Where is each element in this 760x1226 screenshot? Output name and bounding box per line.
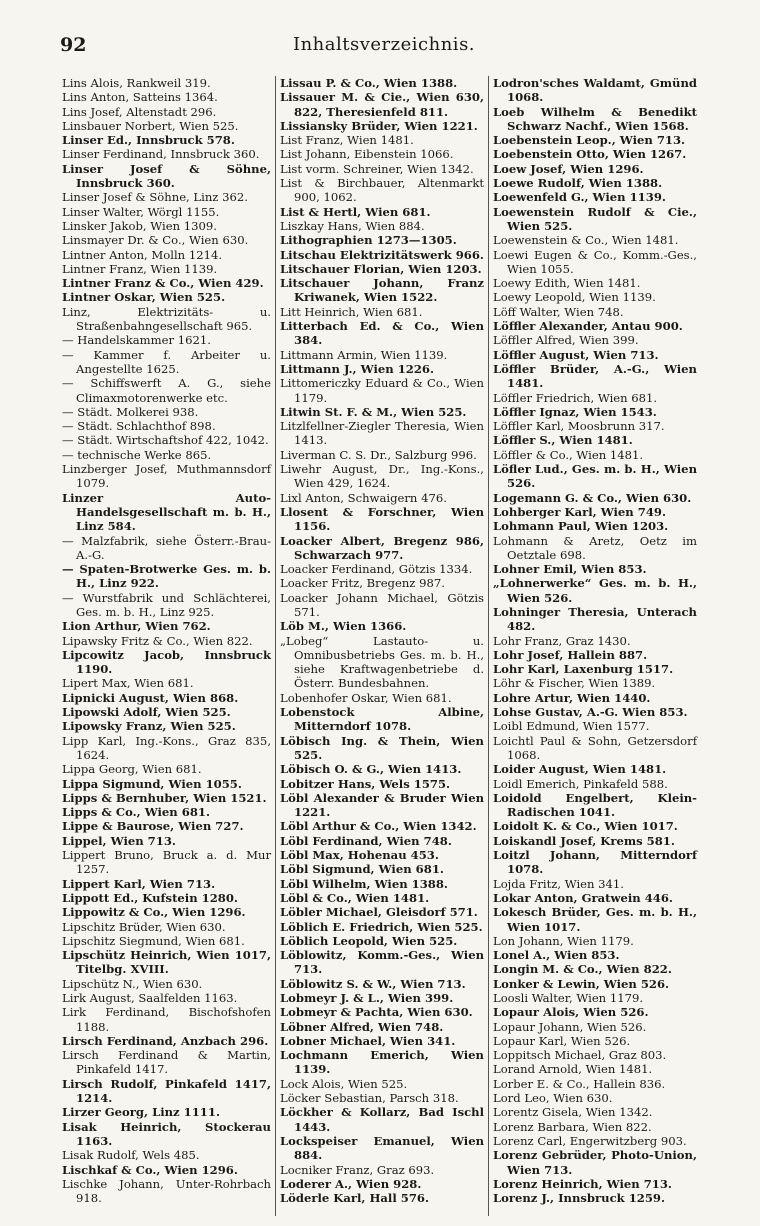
index-entry: Loewy Leopold, Wien 1139.	[493, 290, 656, 305]
index-entry: — Wurstfabrik und Schlächterei, Ges. m. b. H., Linz 925.	[62, 590, 271, 619]
index-entry: Löffler Karl, Moosbrunn 317.	[493, 419, 665, 434]
index-entry: Lobmeyr & Pachta, Wien 630.	[280, 1005, 473, 1020]
index-entry: Lohmann & Aretz, Oetz im Oetztale 698.	[493, 533, 697, 562]
index-entry: Lopaur Karl, Wien 526.	[493, 1033, 631, 1048]
index-entry: Loacker Ferdinand, Götzis 1334.	[280, 562, 473, 577]
index-entry: Lippe & Baurose, Wien 727.	[62, 819, 244, 834]
index-entry: List Johann, Eibenstein 1066.	[280, 147, 454, 162]
index-entry: — Städt. Molkerei 938.	[62, 404, 199, 419]
index-entry: Lintner Oskar, Wien 525.	[62, 290, 226, 305]
index-entry: Litzlfellner-Ziegler Theresia, Wien 1413.	[280, 419, 484, 448]
index-entry: Lohninger Theresia, Unterach 482.	[493, 604, 697, 634]
index-entry: Lohberger Karl, Wien 749.	[493, 504, 667, 519]
index-entry: Lord Leo, Wien 630.	[493, 1091, 613, 1106]
index-entry: Lipschitz Brüder, Wien 630.	[62, 919, 226, 934]
index-entry: Löcker Sebastian, Parsch 318.	[280, 1091, 459, 1106]
index-entry: Lion Arthur, Wien 762.	[62, 619, 211, 634]
index-entry: Loidolt K. & Co., Wien 1017.	[493, 819, 678, 834]
index-entry: Loacker Albert, Bregenz 986, Schwarzach 977.	[280, 533, 484, 562]
index-entry: — Malzfabrik, siehe Österr.-Brau-A.-G.	[62, 533, 271, 562]
index-entry: Loibl Edmund, Wien 1577.	[493, 719, 650, 734]
index-entry: Lobner Michael, Wien 341.	[280, 1033, 456, 1048]
index-entry: Löbl & Co., Wien 1481.	[280, 890, 430, 905]
page-number: 92	[60, 34, 87, 56]
index-entry: Lirk Ferdinand, Bischofshofen 1188.	[62, 1005, 271, 1034]
index-entry: Lorand Arnold, Wien 1481.	[493, 1062, 653, 1077]
index-entry: Löbisch Ing. & Thein, Wien 525.	[280, 733, 484, 762]
index-entry: Litschauer Johann, Franz Kriwanek, Wien 1522.	[280, 276, 484, 305]
index-entry: Lohmann Paul, Wien 1203.	[493, 519, 669, 534]
index-entry: Loacker Johann Michael, Götzis 571.	[280, 590, 484, 619]
index-entry: Loewy Edith, Wien 1481.	[493, 276, 641, 291]
index-entry: List Franz, Wien 1481.	[280, 133, 414, 148]
index-entry: Lissauer M. & Cie., Wien 630, 822, Theresienfeld 811.	[280, 90, 484, 119]
index-entry: Löhr & Fischer, Wien 1389.	[493, 676, 656, 691]
index-entry: Lirsch Ferdinand & Martin, Pinkafeld 1417.	[62, 1048, 271, 1077]
index-entry: Löff Walter, Wien 748.	[493, 304, 624, 319]
index-entry: Lochmann Emerich, Wien 1139.	[280, 1048, 484, 1077]
index-entry: Lipert Max, Wien 681.	[62, 676, 194, 691]
index-entry: Linsker Jakob, Wien 1309.	[62, 218, 217, 233]
index-entry: Loichtl Paul & Sohn, Getzersdorf 1068.	[493, 733, 697, 762]
index-entry: Liszkay Hans, Wien 884.	[280, 218, 425, 233]
index-entry: Lipawsky Fritz & Co., Wien 822.	[62, 633, 253, 648]
index-entry: Loidold Engelbert, Klein-Radischen 1041.	[493, 790, 697, 820]
index-entry: Littomericzky Eduard & Co., Wien 1179.	[280, 376, 484, 405]
index-entry: Loewenstein Rudolf & Cie., Wien 525.	[493, 204, 697, 233]
index-entry: Linsbauer Norbert, Wien 525.	[62, 118, 239, 133]
index-entry: Löffler & Co., Wien 1481.	[493, 447, 644, 462]
index-entry: Lissau P. & Co., Wien 1388.	[280, 76, 458, 90]
index-entry: Liverman C. S. Dr., Salzburg 996.	[280, 447, 477, 462]
index-entry: Linz, Elektrizitäts- u. Straßenbahngesellschaft 965.	[62, 304, 271, 334]
index-entry: Lippa Sigmund, Wien 1055.	[62, 776, 242, 791]
index-entry: Linser Ferdinand, Innsbruck 360.	[62, 147, 260, 162]
index-entry: — Städt. Wirtschaftshof 422, 1042.	[62, 433, 269, 448]
index-entry: Löblich Leopold, Wien 525.	[280, 933, 458, 948]
index-entry: List vorm. Schreiner, Wien 1342.	[280, 161, 474, 176]
index-entry: Linzer Auto-Handelsgesellschaft m. b. H., Linz 584.	[62, 490, 271, 534]
index-entry: Loidl Emerich, Pinkafeld 588.	[493, 776, 668, 791]
index-entry: Lipschütz Heinrich, Wien 1017, Titelbg. XVIII.	[62, 948, 271, 977]
index-entry: Loitzl Johann, Mitterndorf 1078.	[493, 848, 697, 877]
index-entry: Lipschütz N., Wien 630.	[62, 976, 203, 991]
index-entry: Lojda Fritz, Wien 341.	[493, 876, 624, 891]
index-column-1	[62, 76, 275, 1216]
index-entry: Lintner Anton, Molln 1214.	[62, 247, 223, 262]
index-entry: Linsmayer Dr. & Co., Wien 630.	[62, 233, 249, 248]
index-entry: Linzberger Josef, Muthmannsdorf 1079.	[62, 462, 271, 491]
index-column-2	[275, 76, 488, 1216]
index-entry: Lisak Heinrich, Stockerau 1163.	[62, 1119, 271, 1148]
index-entry: Lipnicki August, Wien 868.	[62, 690, 239, 705]
index-entry: Lorber E. & Co., Hallein 836.	[493, 1076, 666, 1091]
index-entry: Lippa Georg, Wien 681.	[62, 762, 202, 777]
index-entry: Linser Josef & Söhne, Linz 362.	[62, 190, 248, 205]
index-entry: Löffler Alexander, Antau 900.	[493, 319, 683, 334]
index-entry: — Schiffswerft A. G., siehe Climaxmotorenwerke etc.	[62, 376, 271, 405]
index-entry: Löderle Karl, Hall 576.	[280, 1191, 430, 1206]
index-entry: Loebenstein Leop., Wien 713.	[493, 133, 686, 148]
index-entry: Löfler Lud., Ges. m. b. H., Wien 526.	[493, 462, 697, 491]
index-entry: Lobitzer Hans, Wels 1575.	[280, 776, 451, 791]
index-entry: Loosli Walter, Wien 1179.	[493, 991, 644, 1005]
index-entry: Loeb Wilhelm & Benedikt Schwarz Nachf., Wien 1568.	[493, 104, 697, 133]
index-entry: — Städt. Schlachthof 898.	[62, 419, 216, 434]
index-entry: Löffler Ignaz, Wien 1543.	[493, 404, 657, 419]
index-entry: Lintner Franz, Wien 1139.	[62, 261, 218, 276]
index-entry: Logemann G. & Co., Wien 630.	[493, 490, 692, 505]
index-entry: Lon Johann, Wien 1179.	[493, 933, 634, 948]
index-entry: Lipp Karl, Ing.-Kons., Graz 835, 1624.	[62, 733, 271, 762]
index-entry: Lippott Ed., Kufstein 1280.	[62, 890, 238, 905]
index-entry: Loderer A., Wien 928.	[280, 1176, 422, 1191]
index-entry: Lirzer Georg, Linz 1111.	[62, 1105, 220, 1120]
index-entry: Löbl Max, Hohenau 453.	[280, 848, 439, 863]
index-entry: Llosent & Forschner, Wien 1156.	[280, 504, 484, 534]
index-entry: Loewenstein & Co., Wien 1481.	[493, 233, 679, 248]
index-entry: Löbisch O. & G., Wien 1413.	[280, 762, 462, 777]
index-entry: Löbl Sigmund, Wien 681.	[280, 862, 444, 877]
index-entry: Loewe Rudolf, Wien 1388.	[493, 176, 663, 191]
index-entry: Lohr Josef, Hallein 887.	[493, 647, 648, 662]
index-entry: Lins Josef, Altenstadt 296.	[62, 104, 217, 119]
index-entry: Löblowitz, Komm.-Ges., Wien 713.	[280, 948, 484, 977]
index-entry: Loebenstein Otto, Wien 1267.	[493, 147, 687, 162]
index-entry: Lorenz Carl, Engerwitzberg 903.	[493, 1133, 687, 1148]
index-entry: Lobenhofer Oskar, Wien 681.	[280, 690, 452, 705]
index-entry: Löbner Alfred, Wien 748.	[280, 1019, 444, 1034]
index-entry: Lobenstock Albine, Mitterndorf 1078.	[280, 705, 484, 734]
index-entry: Liwehr August, Dr., Ing.-Kons., Wien 429, 1624.	[280, 462, 484, 491]
index-entry: Loiskandl Josef, Krems 581.	[493, 833, 675, 848]
index-entry: Lobmeyr J. & L., Wien 399.	[280, 991, 454, 1005]
index-entry: Lohre Artur, Wien 1440.	[493, 690, 651, 705]
index-entry: Linser Josef & Söhne, Innsbruck 360.	[62, 161, 271, 191]
index-entry: Lokar Anton, Gratwein 446.	[493, 890, 673, 905]
index-entry: Lorenz J., Innsbruck 1259.	[493, 1191, 665, 1206]
index-entry: Lippert Bruno, Bruck a. d. Mur 1257.	[62, 848, 271, 877]
index-entry: Löbl Wilhelm, Wien 1388.	[280, 876, 448, 891]
index-entry: Lodron'sches Waldamt, Gmünd 1068.	[493, 76, 697, 105]
index-entry: Lipowski Adolf, Wien 525.	[62, 705, 231, 720]
index-entry: Lockspeiser Emanuel, Wien 884.	[280, 1133, 484, 1163]
index-entry: List & Birchbauer, Altenmarkt 900, 1062.	[280, 176, 484, 205]
index-entry: Löbler Michael, Gleisdorf 571.	[280, 905, 478, 920]
index-entry: Locniker Franz, Graz 693.	[280, 1162, 435, 1177]
index-entry: Löb M., Wien 1366.	[280, 619, 407, 634]
index-entry: Löbl Ferdinand, Wien 748.	[280, 833, 452, 848]
index-entry: Löffler Friedrich, Wien 681.	[493, 390, 658, 405]
index-entry: Löffler Alfred, Wien 399.	[493, 333, 639, 348]
index-entry: Loider August, Wien 1481.	[493, 762, 667, 777]
index-entry: Litschauer Florian, Wien 1203.	[280, 261, 482, 276]
index-entry: Linser Walter, Wörgl 1155.	[62, 204, 220, 219]
index-entry: Lirsch Rudolf, Pinkafeld 1417, 1214.	[62, 1076, 271, 1106]
index-entry: Lokesch Brüder, Ges. m. b. H., Wien 1017.	[493, 905, 697, 934]
index-entry: Lohr Karl, Laxenburg 1517.	[493, 662, 674, 677]
index-entry: Löbl Arthur & Co., Wien 1342.	[280, 819, 477, 834]
index-entry: Lirk August, Saalfelden 1163.	[62, 991, 238, 1005]
index-entry: Lintner Franz & Co., Wien 429.	[62, 276, 264, 291]
index-entry: Loewenfeld G., Wien 1139.	[493, 190, 666, 205]
index-entry: Lopaur Alois, Wien 526.	[493, 1005, 649, 1020]
index-entry: Lorenz Gebrüder, Photo-Union, Wien 713.	[493, 1148, 697, 1177]
index-entry: — technische Werke 865.	[62, 447, 212, 462]
index-entry: — Handelskammer 1621.	[62, 333, 211, 348]
index-entry: Lonel A., Wien 853.	[493, 948, 620, 963]
index-entry: Lissiansky Brüder, Wien 1221.	[280, 118, 478, 133]
index-entry: Löblowitz S. & W., Wien 713.	[280, 976, 466, 991]
index-entry: Loacker Fritz, Bregenz 987.	[280, 576, 445, 591]
index-entry: Löbl Alexander & Bruder Wien 1221.	[280, 790, 484, 820]
index-entry: Lipowsky Franz, Wien 525.	[62, 719, 236, 734]
index-entry: Lischkaf & Co., Wien 1296.	[62, 1162, 238, 1177]
index-entry: Lipps & Co., Wien 681.	[62, 805, 211, 820]
index-entry: Loppitsch Michael, Graz 803.	[493, 1048, 667, 1063]
index-entry: Litterbach Ed. & Co., Wien 384.	[280, 319, 484, 348]
index-entry: List & Hertl, Wien 681.	[280, 204, 431, 219]
index-column-3	[488, 76, 701, 1216]
index-entry: Löffler August, Wien 713.	[493, 347, 659, 362]
index-entry: „Lohnerwerke“ Ges. m. b. H., Wien 526.	[493, 576, 697, 605]
index-entry: Littmann Armin, Wien 1139.	[280, 347, 448, 362]
index-entry: Lohr Franz, Graz 1430.	[493, 633, 631, 648]
index-entry: Lirsch Ferdinand, Anzbach 296.	[62, 1033, 269, 1048]
index-entry: Lonker & Lewin, Wien 526.	[493, 976, 670, 991]
index-entry: Löckher & Kollarz, Bad Ischl 1443.	[280, 1105, 484, 1134]
index-entry: Löffler S., Wien 1481.	[493, 433, 633, 448]
index-entry: Lippowitz & Co., Wien 1296.	[62, 905, 246, 920]
index-entry: Lins Anton, Satteins 1364.	[62, 90, 218, 105]
index-entry: Lorentz Gisela, Wien 1342.	[493, 1105, 653, 1120]
index-entry: Lohse Gustav, A.-G. Wien 853.	[493, 705, 688, 720]
index-entry: Lipps & Bernhuber, Wien 1521.	[62, 790, 267, 805]
index-columns	[62, 76, 710, 1216]
index-entry: Lithographien 1273—1305.	[280, 233, 457, 248]
index-entry: Loewi Eugen & Co., Komm.-Ges., Wien 1055.	[493, 247, 697, 276]
index-entry: Lischke Johann, Unter-Rohrbach 918.	[62, 1176, 271, 1206]
index-entry: Lins Alois, Rankweil 319.	[62, 76, 211, 90]
index-entry: Lopaur Johann, Wien 526.	[493, 1019, 647, 1034]
index-entry: Löffler Brüder, A.-G., Wien 1481.	[493, 361, 697, 391]
page-header	[60, 34, 708, 62]
index-entry: Lipschitz Siegmund, Wien 681.	[62, 933, 245, 948]
index-entry: Lisak Rudolf, Wels 485.	[62, 1148, 200, 1163]
index-entry: Lohner Emil, Wien 853.	[493, 562, 647, 577]
index-entry: Löblich E. Friedrich, Wien 525.	[280, 919, 483, 934]
index-entry: Loew Josef, Wien 1296.	[493, 161, 644, 176]
index-entry: Lippel, Wien 713.	[62, 833, 176, 848]
index-entry: Lixl Anton, Schwaigern 476.	[280, 490, 447, 505]
index-entry: Longin M. & Co., Wien 822.	[493, 962, 672, 977]
index-entry: — Spaten-Brotwerke Ges. m. b. H., Linz 922.	[62, 562, 271, 591]
index-entry: Lorenz Barbara, Wien 822.	[493, 1119, 652, 1134]
index-entry: Littmann J., Wien 1226.	[280, 361, 435, 376]
index-entry: Litt Heinrich, Wien 681.	[280, 304, 423, 319]
index-entry: Linser Ed., Innsbruck 578.	[62, 133, 235, 148]
index-entry: Lock Alois, Wien 525.	[280, 1076, 408, 1091]
index-entry: — Kammer f. Arbeiter u. Angestellte 1625.	[62, 347, 271, 376]
index-entry: Lorenz Heinrich, Wien 713.	[493, 1176, 672, 1191]
index-entry: Lippert Karl, Wien 713.	[62, 876, 216, 891]
index-entry: Litwin St. F. & M., Wien 525.	[280, 404, 467, 419]
index-entry: Lipcowitz Jacob, Innsbruck 1190.	[62, 647, 271, 677]
index-entry: Litschau Elektrizitätswerk 966.	[280, 247, 484, 262]
page-title: Inhaltsverzeichnis.	[292, 34, 476, 55]
index-entry: „Lobeg“ Lastauto- u. Omnibusbetriebs Ges. m. b. H., siehe Kraftwagenbetriebe d. Österr. Bundesbahnen.	[280, 633, 484, 691]
